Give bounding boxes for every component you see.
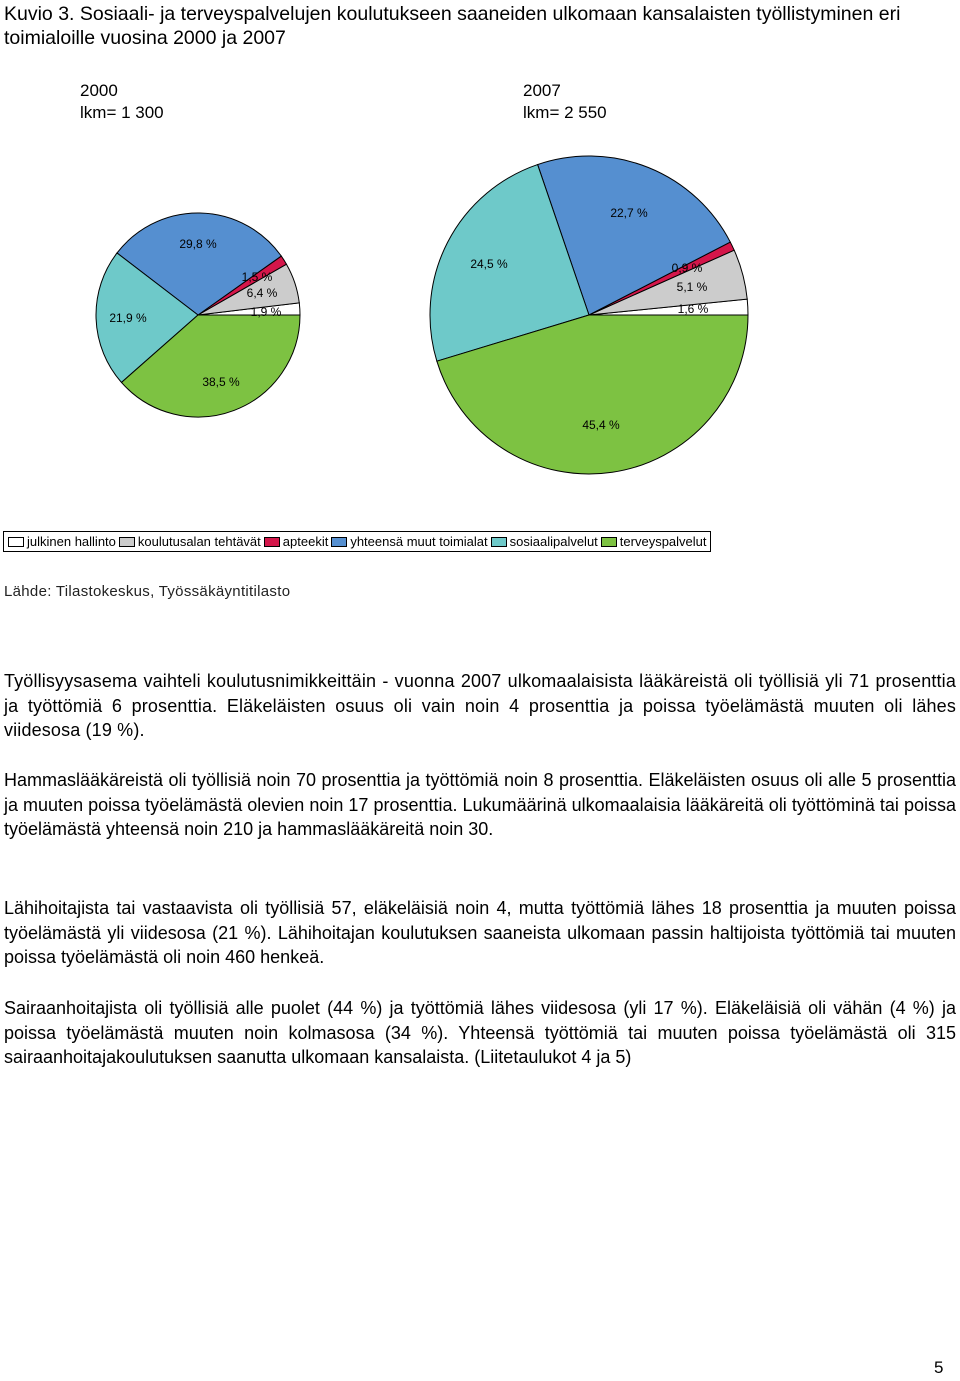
chart-legend [3,531,711,552]
legend-item-sosiaalipalvelut [489,533,598,550]
pie-2000-label-julkinen-hallinto: 1,9 % [250,305,282,320]
pie-2007-label-sosiaalipalvelut: 24,5 % [470,257,508,272]
pie-2007-label-terveyspalvelut: 45,4 % [582,418,620,433]
pie-2007-label-yhteensä-muut-toimialat: 22,7 % [610,206,648,221]
paragraph-1: Työllisyysasema vaihteli koulutusnimikkeittäin - vuonna 2007 ulkomaalaisista lääkäreistä oli työllisiä yli 71 prosenttia ja työttömiä 6 prosenttia. Eläkeläisten osuus oli vain noin 4 prosenttia ja poissa työelämästä muuten oli lähes viidesosa (19 %). [4,671,956,740]
pie-2007 [430,156,748,474]
chart-2000-title: 2000 [80,81,118,100]
pie-charts [0,0,960,500]
legend-swatch [8,537,24,547]
source-note: Lähde: Tilastokeskus, Työssäkäyntitilasto [4,583,291,600]
legend-swatch [119,537,135,547]
legend-swatch [601,537,617,547]
pie-2007-label-koulutusalan-tehtävät: 5,1 % [676,280,708,295]
legend-item-koulutusalan-tehtävät [117,533,261,550]
pie-2000-label-terveyspalvelut: 38,5 % [202,375,240,390]
legend-item-terveyspalvelut [599,533,707,550]
page-number: 5 [934,1358,944,1377]
legend-label: apteekit [282,534,329,549]
legend-item-julkinen-hallinto [6,533,116,550]
legend-swatch [491,537,507,547]
pie-2000-label-koulutusalan-tehtävät: 6,4 % [246,286,278,301]
chart-2000-subtitle: lkm= 1 300 [80,103,164,122]
legend-label: julkinen hallinto [27,534,116,549]
legend-label: koulutusalan tehtävät [137,534,261,549]
paragraph-2: Hammaslääkäreistä oli työllisiä noin 70 prosenttia ja työttömiä noin 8 prosenttia. Eläkeläisten osuus oli alle 5 prosenttia ja muuten poissa työelämästä olevien noin 17 prosenttia. Lukumäärinä ulkomaalaisia lääkäreitä oli työttöminä tai poissa työelämästä yhteensä noin 210 ja hammaslääkäreitä noin 30. [4,770,956,839]
pie-2000-label-apteekit: 1,5 % [241,270,273,285]
legend-item-yhteensä-muut-toimialat [329,533,487,550]
chart-2007-subtitle: lkm= 2 550 [523,103,607,122]
paragraph-3: Lähihoitajista tai vastaavista oli työllisiä 57, eläkeläisiä noin 4, mutta työttömiä lähes 18 prosenttia ja muuten poissa työelämästä yli viidesosa (21 %). Lähihoitajan koulutuksen saaneista ulkomaan passin haltijoista työttömiä tai muuten poissa työelämästä oli noin 460 henkeä. [4,898,956,967]
legend-swatch [264,537,280,547]
chart-2007-title: 2007 [523,81,561,100]
pie-2007-label-apteekit: 0,9 % [671,261,703,276]
page-title: Kuvio 3. Sosiaali- ja terveyspalvelujen koulutukseen saaneiden ulkomaan kansalaisten työllistyminen eri toimialoille vuosina 2000 ja 2007 [4,3,901,49]
legend-label: terveyspalvelut [619,534,707,549]
pie-2000-label-yhteensä-muut-toimialat: 29,8 % [179,237,217,252]
pie-2007-label-julkinen-hallinto: 1,6 % [677,302,709,317]
paragraph-4: Sairaanhoitajista oli työllisiä alle puolet (44 %) ja työttömiä lähes viidesosa (yli 17 %). Eläkeläisiä oli vähän (4 %) ja poissa työelämästä muuten noin kolmasosa (34 %). Yhteensä työttömiä tai muuten poissa työelämästä oli 315 sairaanhoitajakoulutuksen saanutta ulkomaan kansalaista. (Liitetaulukot 4 ja 5) [4,998,956,1067]
legend-item-apteekit [262,533,329,550]
pie-2000-label-sosiaalipalvelut: 21,9 % [109,311,147,326]
legend-swatch [331,537,347,547]
pie-2000 [96,213,300,417]
legend-label: sosiaalipalvelut [509,534,598,549]
legend-label: yhteensä muut toimialat [350,534,488,549]
